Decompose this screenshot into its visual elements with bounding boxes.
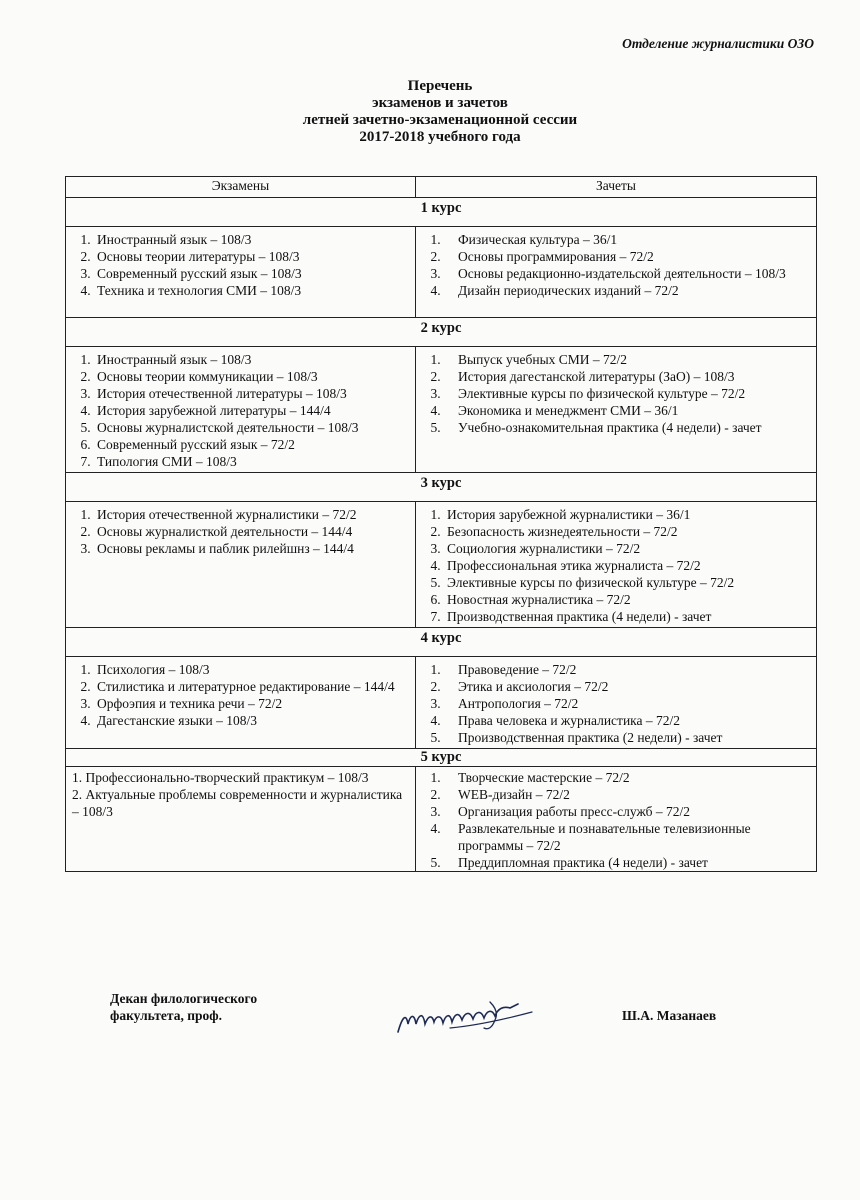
title-line-2: экзаменов и зачетов <box>372 95 508 111</box>
exams-cell <box>66 227 416 318</box>
credits-cell <box>416 502 817 628</box>
course-heading-5: 5 курс <box>66 749 817 767</box>
table-row <box>66 502 817 628</box>
course-heading-4: 4 курс <box>66 628 817 657</box>
exam-list <box>72 661 409 729</box>
list-item: 4. Профессиональная этика журналиста – 72/2 <box>444 557 810 574</box>
exams-cell <box>66 347 416 473</box>
list-item: 1. Иностранный язык – 108/3 <box>94 351 409 368</box>
schedule-table <box>65 176 817 872</box>
list-item: 7. Производственная практика (4 недели) - зачет <box>444 608 810 625</box>
dean-title <box>110 990 257 1024</box>
list-item: 2. Основы программирования – 72/2 <box>444 248 810 265</box>
credit-list <box>422 661 810 746</box>
list-item: 5. Учебно-ознакомительная практика (4 недели) - зачет <box>444 419 810 436</box>
list-item: 6. Современный русский язык – 72/2 <box>94 436 409 453</box>
handwritten-signature <box>392 998 542 1040</box>
list-item: 4. История зарубежной литературы – 144/4 <box>94 402 409 419</box>
table-header-row <box>66 177 817 198</box>
list-item: 3. Современный русский язык – 108/3 <box>94 265 409 282</box>
list-item: 4. Экономика и менеджмент СМИ – 36/1 <box>444 402 810 419</box>
title-line-1: Перечень <box>407 78 473 94</box>
list-item: 4. Права человека и журналистика – 72/2 <box>444 712 810 729</box>
list-item: 3. Элективные курсы по физической культуре – 72/2 <box>444 385 810 402</box>
signatory-name: Ш.А. Мазанаев <box>622 1008 717 1023</box>
column-header-credits: Зачеты <box>416 177 817 198</box>
course-heading-2: 2 курс <box>66 318 817 347</box>
list-item: 2. Безопасность жизнедеятельности – 72/2 <box>444 523 810 540</box>
list-item: 3. Антропология – 72/2 <box>444 695 810 712</box>
list-item: 2. Основы журналисткой деятельности – 144/4 <box>94 523 409 540</box>
credit-list <box>422 769 810 871</box>
course-heading-1: 1 курс <box>66 198 817 227</box>
page-title <box>0 78 860 146</box>
list-item: 3. Основы редакционно-издательской деятельности – 108/3 <box>444 265 810 282</box>
credit-list <box>422 506 810 625</box>
list-item: 4. Дизайн периодических изданий – 72/2 <box>444 282 810 299</box>
list-item: 2. Основы теории коммуникации – 108/3 <box>94 368 409 385</box>
table-row <box>66 767 817 872</box>
credits-cell <box>416 227 817 318</box>
list-item: 2. Этика и аксиология – 72/2 <box>444 678 810 695</box>
dean-line-1: Декан филологического <box>110 991 258 1006</box>
credit-list <box>422 231 810 299</box>
list-item: 1. Психология – 108/3 <box>94 661 409 678</box>
list-item: 1. Иностранный язык – 108/3 <box>94 231 409 248</box>
list-item: 5. Основы журналистской деятельности – 108/3 <box>94 419 409 436</box>
list-item: 2. WEB-дизайн – 72/2 <box>444 786 810 803</box>
list-item: 4. Техника и технология СМИ – 108/3 <box>94 282 409 299</box>
list-item: 3. Организация работы пресс-служб – 72/2 <box>444 803 810 820</box>
exams-cell <box>66 502 416 628</box>
column-header-exams: Экзамены <box>66 177 416 198</box>
list-item: 3. Основы рекламы и паблик рилейшнз – 144/4 <box>94 540 409 557</box>
list-item: 1. Профессионально-творческий практикум – 108/3 <box>72 770 369 785</box>
exams-cell <box>66 657 416 749</box>
list-item: 3. Орфоэпия и техника речи – 72/2 <box>94 695 409 712</box>
list-item: 6. Новостная журналистика – 72/2 <box>444 591 810 608</box>
list-item: 2. История дагестанской литературы (ЗаО) – 108/3 <box>444 368 810 385</box>
list-item: 1. Творческие мастерские – 72/2 <box>444 769 810 786</box>
title-line-3: летней зачетно-экзаменационной сессии <box>302 112 578 128</box>
list-item: 5. Производственная практика (2 недели) - зачет <box>444 729 810 746</box>
title-line-4: 2017-2018 учебного года <box>359 129 521 145</box>
exam-list <box>72 231 409 299</box>
table-row <box>66 657 817 749</box>
table-row <box>66 227 817 318</box>
table-row <box>66 347 817 473</box>
list-item: 1. Правоведение – 72/2 <box>444 661 810 678</box>
department-header: Отделение журналистики ОЗО <box>622 36 814 51</box>
exams-cell <box>66 767 416 872</box>
list-item: 1. История отечественной журналистики – 72/2 <box>94 506 409 523</box>
list-item: 3. История отечественной литературы – 108/3 <box>94 385 409 402</box>
list-item: 5. Преддипломная практика (4 недели) - зачет <box>444 854 810 871</box>
dean-line-2: факультета, проф. <box>110 1008 222 1023</box>
list-item: 7. Типология СМИ – 108/3 <box>94 453 409 470</box>
credits-cell <box>416 347 817 473</box>
list-item: 4. Развлекательные и познавательные телевизионные программы – 72/2 <box>444 820 810 854</box>
list-item: 1. История зарубежной журналистики – 36/1 <box>444 506 810 523</box>
credits-cell <box>416 767 817 872</box>
list-item: 4. Дагестанские языки – 108/3 <box>94 712 409 729</box>
list-item: 2. Стилистика и литературное редактирование – 144/4 <box>94 678 409 695</box>
credits-cell <box>416 657 817 749</box>
list-item: 1. Физическая культура – 36/1 <box>444 231 810 248</box>
list-item: 2. Актуальные проблемы современности и журналистика – 108/3 <box>72 787 403 819</box>
list-item: 2. Основы теории литературы – 108/3 <box>94 248 409 265</box>
course-heading-3: 3 курс <box>66 473 817 502</box>
exam-list <box>72 351 409 470</box>
list-item: 1. Выпуск учебных СМИ – 72/2 <box>444 351 810 368</box>
exam-list <box>72 506 409 557</box>
list-item: 3. Социология журналистики – 72/2 <box>444 540 810 557</box>
list-item: 5. Элективные курсы по физической культуре – 72/2 <box>444 574 810 591</box>
credit-list <box>422 351 810 436</box>
